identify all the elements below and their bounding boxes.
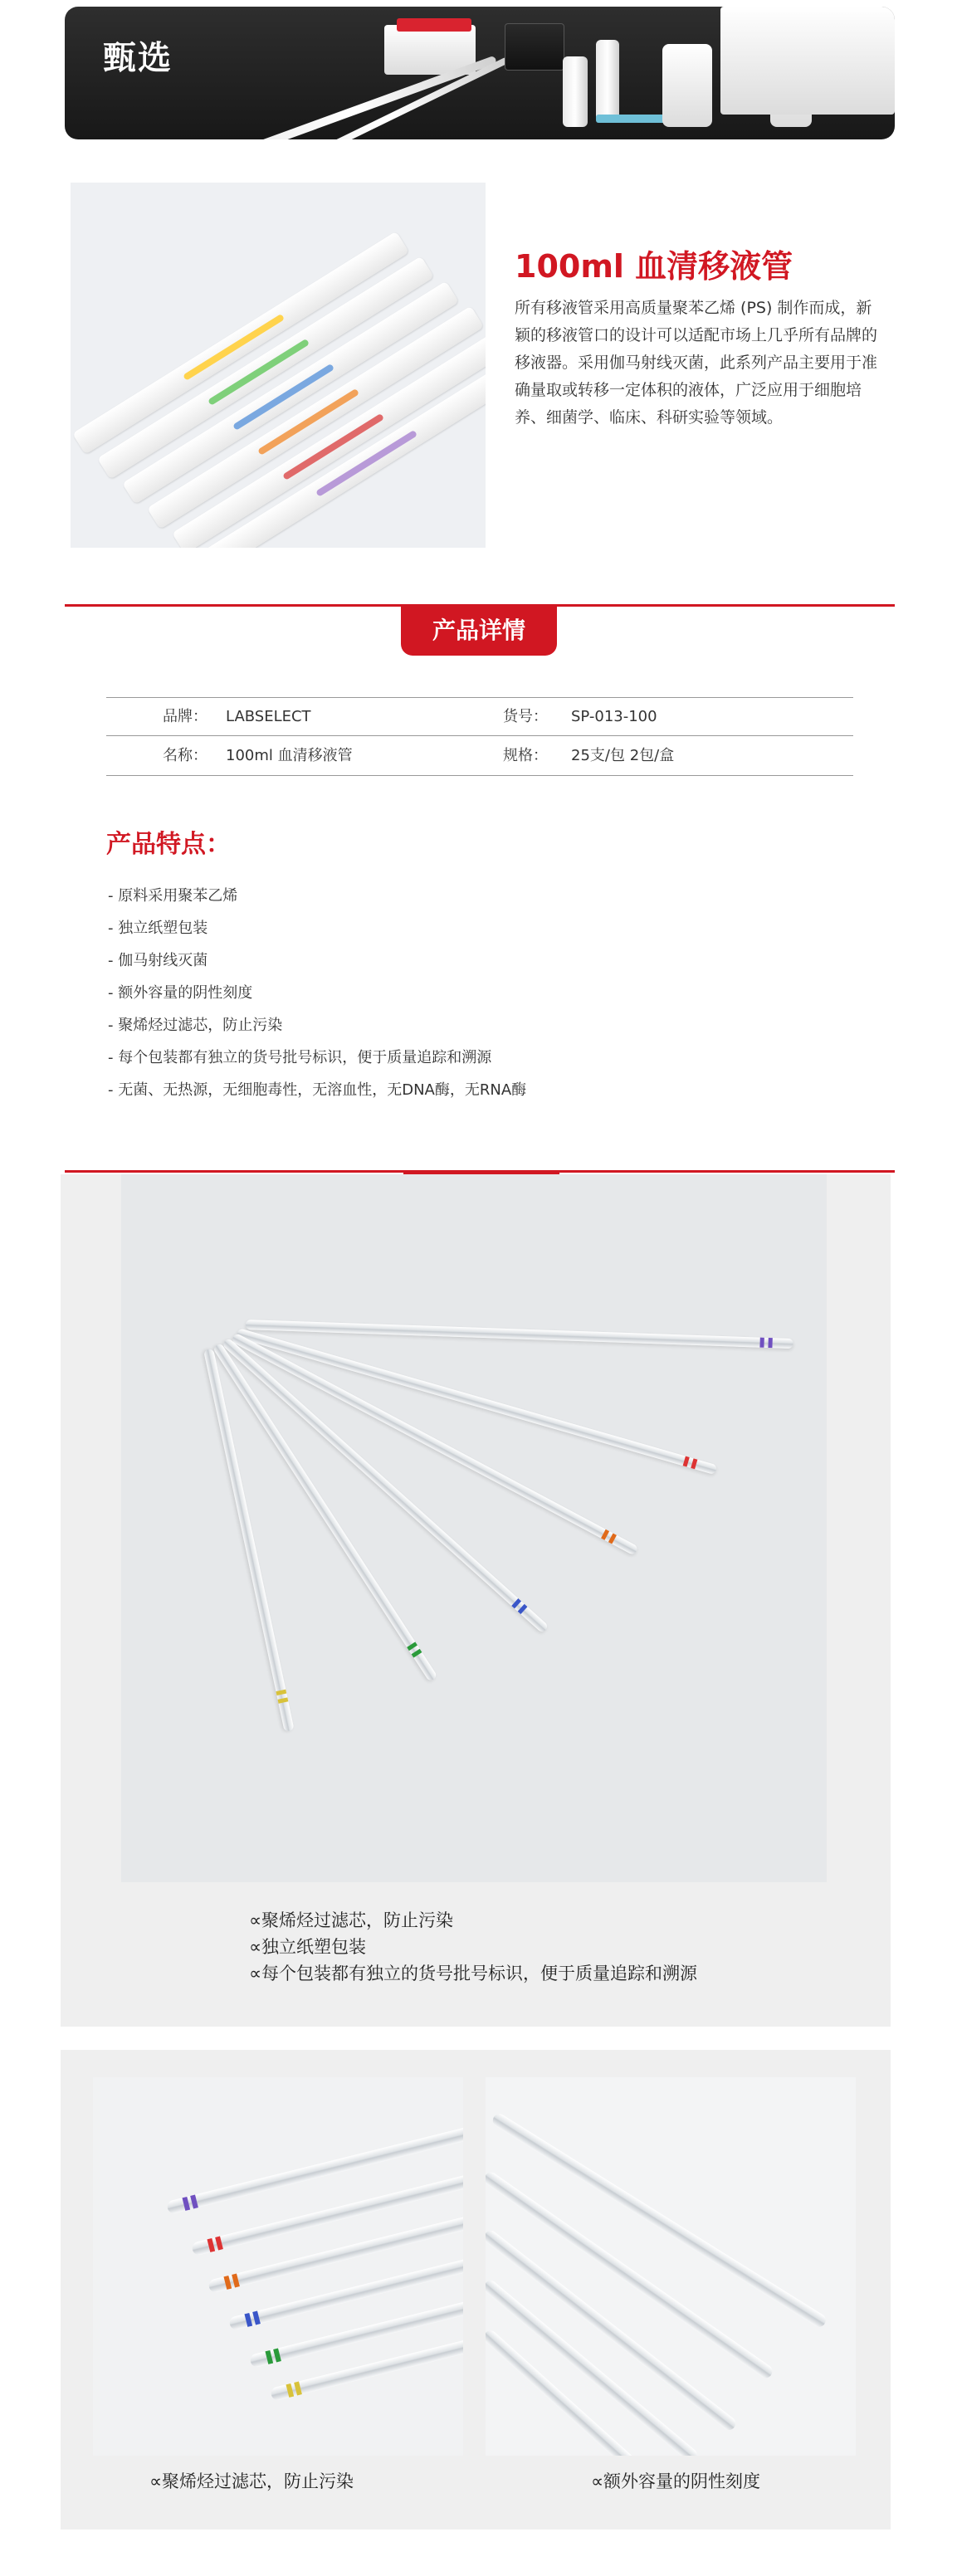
feature-item: - 伽马射线灭菌: [108, 952, 208, 969]
photo-caption: ∝独立纸塑包装: [249, 1937, 367, 1957]
centrifuge-tube-image: [596, 40, 619, 123]
centrifuge-tube-image: [563, 56, 588, 127]
packaging-box-image: [720, 7, 895, 115]
features-title: 产品特点：: [106, 830, 231, 859]
feature-item: - 额外容量的阴性刻度: [108, 984, 253, 1002]
pipettes-fan-photo: [121, 1174, 827, 1882]
photo-caption: ∝聚烯烃过滤芯，防止污染: [249, 1910, 454, 1930]
pipette-tips-photo: [486, 2077, 856, 2456]
table-rule: [106, 735, 853, 736]
photo-caption-list: [249, 1907, 697, 1987]
spec-value: 25支/包 2包/盒: [571, 747, 675, 764]
name-label: 名称：: [163, 747, 208, 764]
top-banner: [65, 7, 895, 139]
section-tab-details: 产品详情: [401, 606, 557, 656]
sku-value: SP-013-100: [571, 708, 657, 725]
product-title: 100ml 血清移液管: [515, 248, 793, 285]
sku-label: 货号：: [503, 708, 548, 725]
brand-label: 品牌：: [163, 708, 208, 725]
feature-item: - 聚烯烃过滤芯，防止污染: [108, 1017, 283, 1034]
left-photo-caption: ∝聚烯烃过滤芯，防止污染: [149, 2471, 354, 2491]
feature-item: - 独立纸塑包装: [108, 920, 208, 937]
name-value: 100ml 血清移液管: [226, 747, 353, 764]
plate-image: [505, 23, 564, 71]
bottle-image: [662, 44, 712, 127]
feature-item: - 无菌、无热源，无细胞毒性，无溶血性，无DNA酶，无RNA酶: [108, 1081, 527, 1099]
banner-brand: 甄选: [103, 39, 173, 77]
spec-label: 规格：: [503, 747, 548, 764]
right-photo-caption: ∝额外容量的阴性刻度: [591, 2471, 761, 2491]
features-list: [108, 880, 526, 1106]
tip-rack-lid: [397, 18, 471, 32]
table-rule: [106, 775, 853, 776]
feature-item: - 每个包装都有独立的货号批号标识，便于质量追踪和溯源: [108, 1049, 492, 1066]
feature-item: - 原料采用聚苯乙烯: [108, 887, 238, 905]
product-description: 所有移液管采用高质量聚苯乙烯 (PS) 制作而成，新颖的移液管口的设计可以适配市场上几乎所有品牌的移液器。采用伽马射线灭菌，此系列产品主要用于准确量取或转移一定体积的液体，广泛应用于细胞培养、细菌学、临床、科研实验等领域。: [515, 299, 878, 427]
table-rule: [106, 697, 853, 698]
photo-caption: ∝每个包装都有独立的货号批号标识，便于质量追踪和溯源: [249, 1964, 697, 1983]
pipette-ends-photo: [93, 2077, 463, 2456]
product-package-image: [71, 183, 486, 548]
brand-value: LABSELECT: [226, 708, 311, 725]
